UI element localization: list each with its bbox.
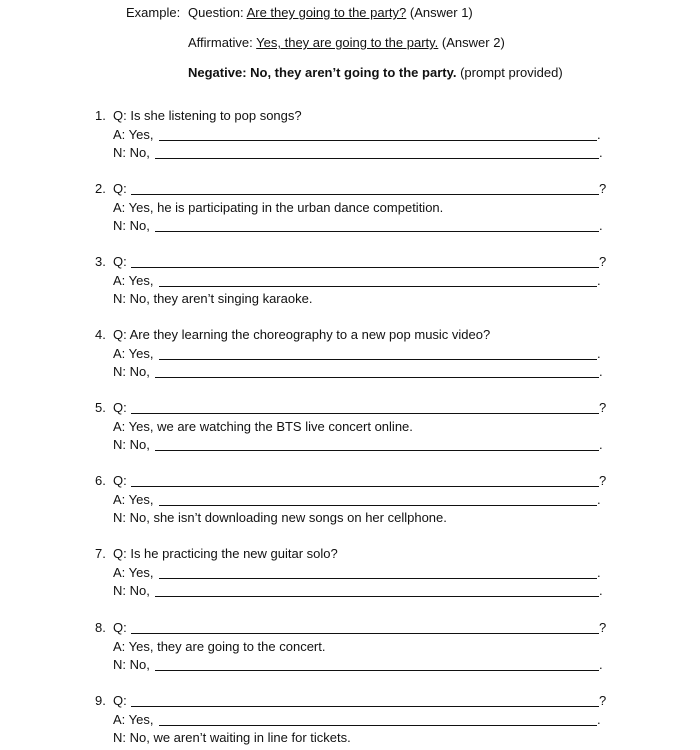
negative-blank-line[interactable] [155, 596, 599, 597]
question-row [0, 400, 700, 416]
item-number: 8. [95, 620, 106, 635]
item-number: 4. [95, 327, 106, 342]
affirmative-row [0, 712, 700, 728]
negative-label: N: No, [113, 364, 150, 379]
negative-period: . [599, 583, 603, 598]
question-row [0, 546, 700, 562]
example-affirmative-label: Affirmative: [188, 35, 253, 50]
item-number: 6. [95, 473, 106, 488]
negative-blank-line[interactable] [155, 377, 599, 378]
affirmative-row [0, 639, 700, 655]
affirmative-row [0, 346, 700, 362]
example-question-note: (Answer 1) [409, 5, 473, 20]
negative-blank-line[interactable] [155, 158, 599, 159]
question-label: Q: [113, 693, 127, 708]
affirmative-label: A: Yes, [113, 126, 154, 142]
negative-row [0, 437, 700, 453]
question-mark: ? [599, 473, 607, 488]
negative-label: N: No, [113, 145, 150, 160]
example-negative-note: (prompt provided) [460, 65, 563, 80]
example-negative [188, 65, 563, 81]
example-question [188, 5, 473, 21]
example-label: Example: [126, 5, 181, 20]
question-mark: ? [599, 693, 607, 708]
affirmative-blank-line[interactable] [159, 359, 597, 360]
question-label: Q: [113, 181, 127, 196]
affirmative-period: . [597, 711, 601, 727]
example-affirmative-note: (Answer 2) [441, 35, 505, 50]
question-mark: ? [599, 181, 607, 196]
negative-label: N: No, [113, 657, 150, 672]
negative-label: N: No, [113, 218, 150, 233]
question-text: Q: Is he practicing the new guitar solo? [113, 546, 338, 561]
negative-blank-line[interactable] [155, 450, 599, 451]
question-row [0, 620, 700, 636]
affirmative-blank-line[interactable] [159, 505, 597, 506]
negative-blank-line[interactable] [155, 670, 599, 671]
negative-label: N: No, [113, 583, 150, 598]
question-row [0, 473, 700, 489]
affirmative-period: . [597, 126, 601, 142]
affirmative-row [0, 200, 700, 216]
item-number: 7. [95, 546, 106, 561]
affirmative-label: A: Yes, [113, 345, 154, 361]
question-label: Q: [113, 400, 127, 415]
question-blank-line[interactable] [131, 633, 599, 634]
example-negative-text: Negative: No, they aren’t going to the party. [188, 65, 457, 80]
negative-period: . [599, 364, 603, 379]
affirmative-row [0, 492, 700, 508]
affirmative-row [0, 419, 700, 435]
item-number: 3. [95, 254, 106, 269]
affirmative-text: A: Yes, we are watching the BTS live concert online. [113, 418, 413, 434]
affirmative-row [0, 127, 700, 143]
affirmative-period: . [597, 564, 601, 580]
example-question-label: Question: [188, 5, 244, 20]
negative-period: . [599, 437, 603, 452]
negative-text: N: No, they aren’t singing karaoke. [113, 291, 313, 306]
question-blank-line[interactable] [131, 706, 599, 707]
question-text: Q: Are they learning the choreography to a new pop music video? [113, 327, 491, 342]
affirmative-blank-line[interactable] [159, 140, 597, 141]
example-affirmative [188, 35, 505, 51]
negative-row [0, 657, 700, 673]
question-mark: ? [599, 254, 607, 269]
negative-text: N: No, we aren’t waiting in line for tickets. [113, 730, 351, 745]
negative-row [0, 510, 700, 526]
negative-blank-line[interactable] [155, 231, 599, 232]
negative-row [0, 730, 700, 746]
question-row [0, 181, 700, 197]
affirmative-label: A: Yes, [113, 564, 154, 580]
affirmative-row [0, 273, 700, 289]
negative-label: N: No, [113, 437, 150, 452]
affirmative-text: A: Yes, they are going to the concert. [113, 638, 326, 654]
question-row [0, 693, 700, 709]
question-label: Q: [113, 620, 127, 635]
negative-row [0, 145, 700, 161]
question-blank-line[interactable] [131, 194, 599, 195]
question-blank-line[interactable] [131, 486, 599, 487]
negative-period: . [599, 218, 603, 233]
negative-row [0, 291, 700, 307]
question-row [0, 254, 700, 270]
affirmative-label: A: Yes, [113, 491, 154, 507]
affirmative-blank-line[interactable] [159, 578, 597, 579]
negative-row [0, 364, 700, 380]
item-number: 5. [95, 400, 106, 415]
negative-row [0, 218, 700, 234]
question-mark: ? [599, 400, 607, 415]
negative-period: . [599, 145, 603, 160]
item-number: 9. [95, 693, 106, 708]
question-label: Q: [113, 254, 127, 269]
negative-period: . [599, 657, 603, 672]
affirmative-blank-line[interactable] [159, 286, 597, 287]
question-row [0, 327, 700, 343]
negative-text: N: No, she isn’t downloading new songs on her cellphone. [113, 510, 447, 525]
question-label: Q: [113, 473, 127, 488]
question-text: Q: Is she listening to pop songs? [113, 108, 302, 123]
affirmative-period: . [597, 272, 601, 288]
example-question-text: Are they going to the party? [246, 5, 407, 20]
affirmative-period: . [597, 345, 601, 361]
question-blank-line[interactable] [131, 267, 599, 268]
affirmative-period: . [597, 491, 601, 507]
item-number: 1. [95, 108, 106, 123]
affirmative-text: A: Yes, he is participating in the urban dance competition. [113, 199, 444, 215]
affirmative-label: A: Yes, [113, 711, 154, 727]
affirmative-label: A: Yes, [113, 272, 154, 288]
affirmative-blank-line[interactable] [159, 725, 597, 726]
item-number: 2. [95, 181, 106, 196]
affirmative-row [0, 565, 700, 581]
question-blank-line[interactable] [131, 413, 599, 414]
negative-row [0, 583, 700, 599]
example-affirmative-text: Yes, they are going to the party. [256, 35, 439, 50]
question-row [0, 108, 700, 124]
question-mark: ? [599, 620, 607, 635]
